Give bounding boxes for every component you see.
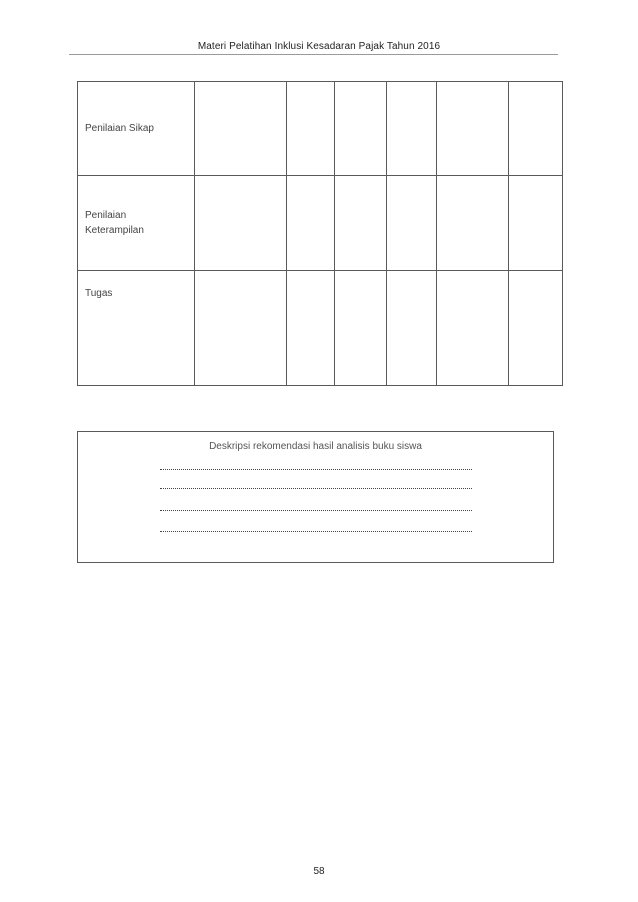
page-header-title: Materi Pelatihan Inklusi Kesadaran Pajak Tahun 2016 <box>197 41 441 52</box>
table-cell <box>195 176 287 271</box>
table-cell <box>387 271 437 386</box>
assessment-table <box>77 81 563 386</box>
table-row <box>78 271 563 386</box>
description-title: Deskripsi rekomendasi hasil analisis buku siswa <box>209 441 422 452</box>
row-label-penilaian-sikap: Penilaian Sikap <box>78 82 195 176</box>
dotted-line <box>160 531 472 532</box>
table-cell <box>387 82 437 176</box>
table-cell <box>509 271 563 386</box>
table-cell <box>335 82 387 176</box>
row-label-line: Keterampilan <box>85 225 144 236</box>
table-cell <box>335 176 387 271</box>
table-cell <box>437 176 509 271</box>
table-row <box>78 82 563 176</box>
dotted-line <box>160 488 472 489</box>
table-cell <box>195 271 287 386</box>
table-cell <box>437 271 509 386</box>
row-label-tugas: Tugas <box>78 271 195 386</box>
table-cell <box>387 176 437 271</box>
row-label-line: Penilaian <box>85 210 127 221</box>
description-box <box>77 431 554 563</box>
dotted-line <box>160 469 472 470</box>
table-cell <box>509 82 563 176</box>
page-number: 58 <box>313 866 325 877</box>
table-cell <box>287 176 335 271</box>
table-cell <box>287 271 335 386</box>
row-label-penilaian-keterampilan <box>78 176 195 271</box>
table-cell <box>287 82 335 176</box>
header-divider <box>69 54 558 55</box>
table-cell <box>195 82 287 176</box>
table-cell <box>437 82 509 176</box>
table-cell <box>335 271 387 386</box>
table-row <box>78 176 563 271</box>
dotted-line <box>160 510 472 511</box>
table-cell <box>509 176 563 271</box>
